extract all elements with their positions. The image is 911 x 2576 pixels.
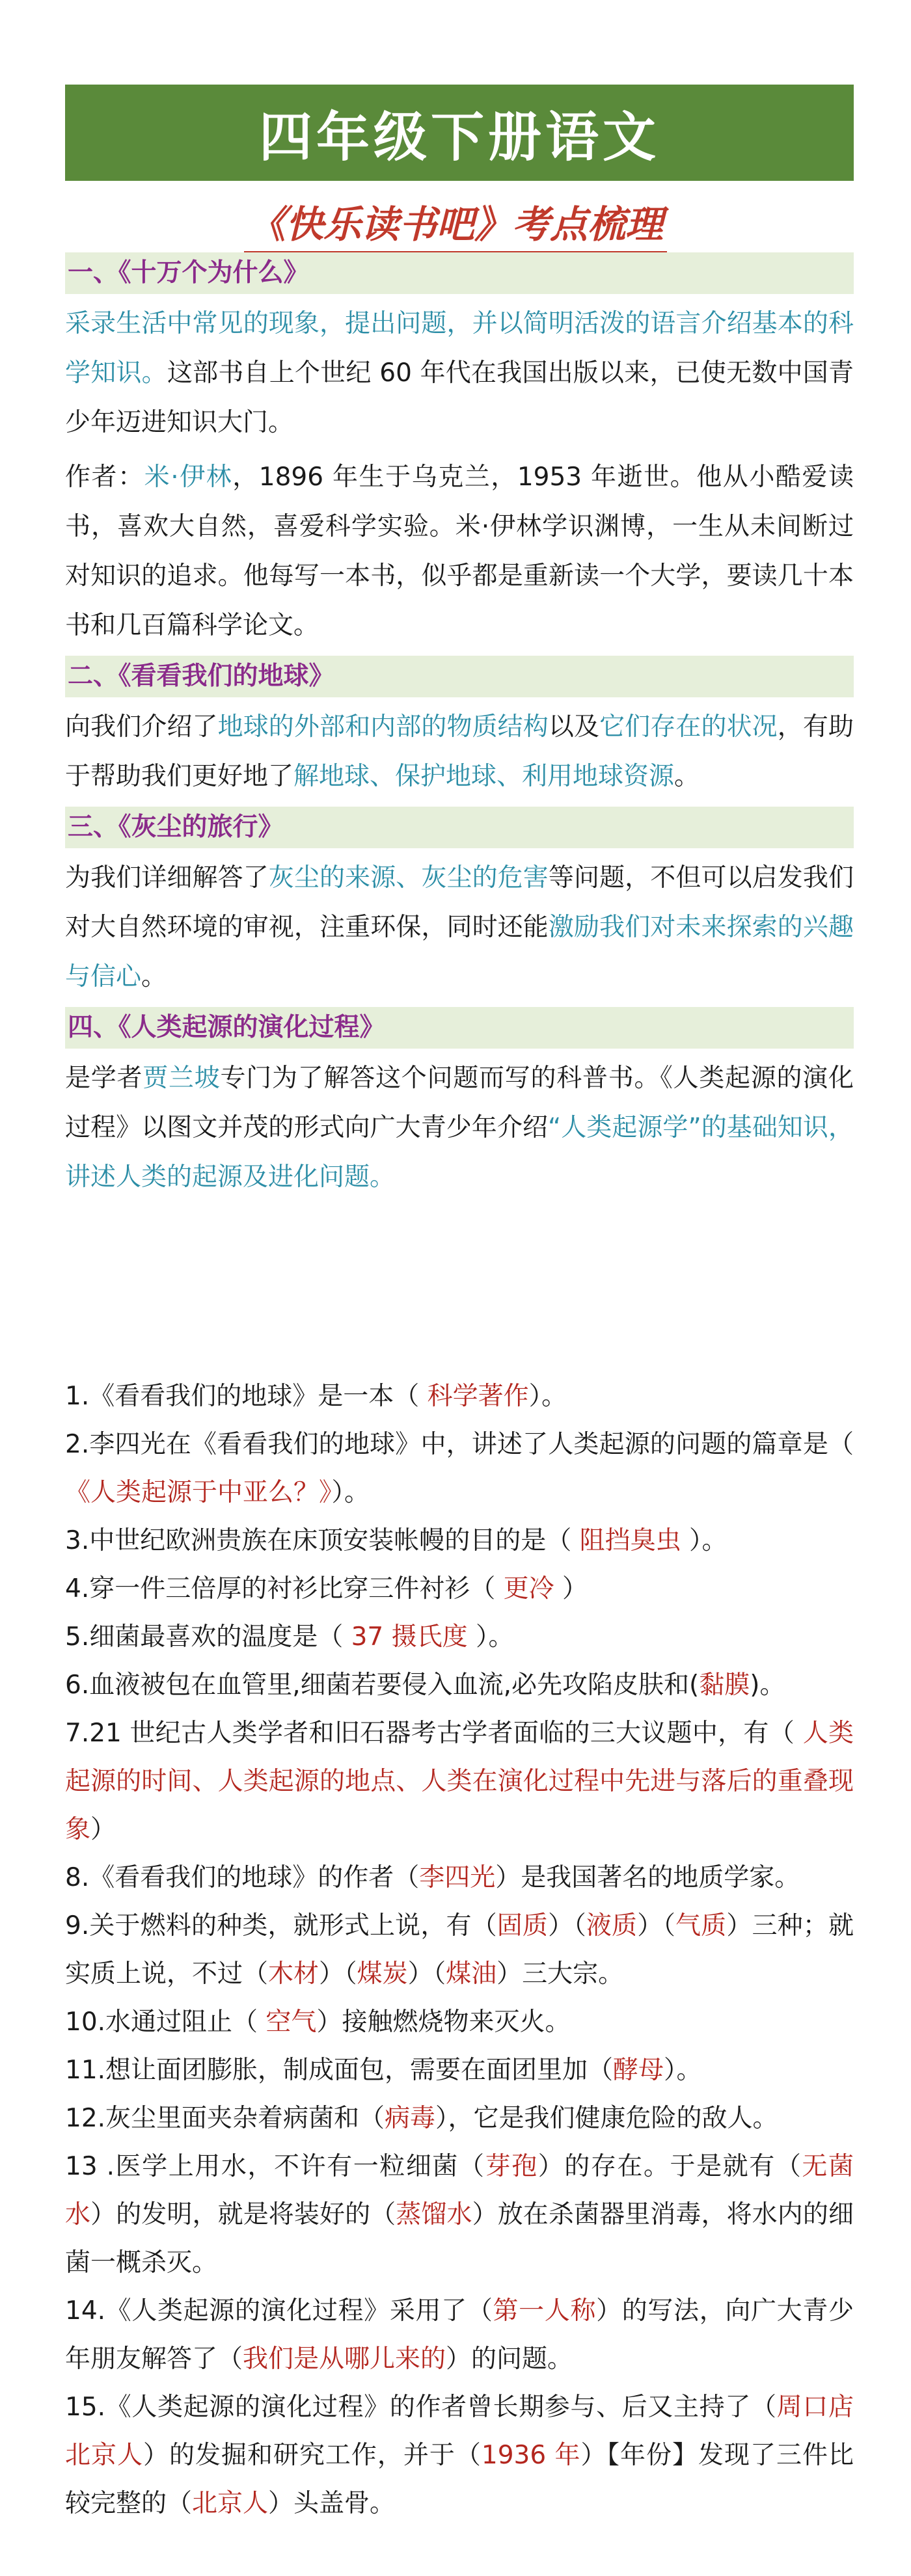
section-heading: 四、《人类起源的演化过程》	[65, 1007, 854, 1049]
question-item	[65, 1854, 854, 1902]
highlighted-phrase: 解地球、保护地球、利用地球资源	[293, 762, 675, 791]
text-run: 作者：	[65, 463, 144, 492]
answer-text: 病毒	[385, 2104, 436, 2133]
question-text: 2.李四光在《看看我们的地球》中，讲述了人类起源的问题的篇章是（	[65, 1430, 854, 1459]
answer-text: 气质	[675, 1911, 727, 1940]
question-text: ）（	[407, 1959, 446, 1989]
question-text: ）（	[319, 1959, 357, 1989]
question-item	[65, 2143, 854, 2287]
question-text: ）。	[528, 1382, 567, 1411]
question-text: 13 .医学上用水，不许有一粒细菌（	[65, 2152, 485, 2181]
question-text: ）是我国著名的地质学家。	[495, 1863, 800, 1892]
text-run: 等问题，不但可以启发我们对大自然环境的审视，注重环保，同时还能	[65, 863, 854, 942]
question-text: ）【年份】发现了三件比较完整的（	[65, 2441, 854, 2518]
question-text: ）	[90, 1815, 116, 1844]
subtitle-wrap	[0, 194, 911, 255]
answer-text: 液质	[586, 1911, 638, 1940]
answer-text: 黏膜	[699, 1670, 750, 1700]
text-run: 专门为了解答这个问题而写的科普书。《人类起源的演化过程》以图文并茂的形式向广大青少年介绍	[65, 1064, 854, 1142]
answer-text: 《人类起源于中亚么？》	[65, 1478, 332, 1507]
question-item	[65, 2046, 854, 2095]
question-item	[65, 1373, 854, 1421]
question-text: ）。	[331, 1478, 370, 1507]
answer-text: 37 摄氏度	[351, 1622, 468, 1652]
answer-text: 酵母	[613, 2056, 664, 2085]
question-text: ）的发掘和研究工作，并于（	[143, 2441, 482, 2470]
text-run: 以及	[548, 712, 600, 742]
highlighted-phrase: 地球的外部和内部的物质结构	[217, 712, 549, 742]
question-text: 9.关于燃料的种类，就形式上说，有（	[65, 1911, 497, 1940]
question-text: ）的存在。于是就有（	[537, 2152, 802, 2181]
answer-text: 煤炭	[357, 1959, 408, 1989]
answer-text: 第一人称	[493, 2296, 597, 2326]
answer-text: 北京人	[192, 2489, 269, 2518]
page-title: 四年级下册语文	[65, 85, 854, 181]
question-text: 10.水通过阻止（	[65, 2007, 266, 2037]
question-text: ）三种；就实质上说，不过（	[65, 1911, 854, 1989]
question-text: 8.《看看我们的地球》的作者（	[65, 1863, 420, 1892]
answer-text: 空气	[265, 2007, 317, 2037]
question-item	[65, 1613, 854, 1661]
question-text: 4.穿一件三倍厚的衬衫比穿三件衬衫（	[65, 1574, 504, 1603]
text-run: 为我们详细解答了	[65, 863, 269, 892]
question-text: ）的发明，就是将装好的（	[90, 2200, 396, 2229]
text-run: ，1896 年生于乌克兰，1953 年逝世。他从小酷爱读书，喜欢大自然，喜爱科学实验。米·伊林学识渊博，一生从未间断过对知识的追求。他每写一本书，似乎都是重新读一个大学，要读几十本书和几百篇科学论文。	[65, 463, 854, 640]
question-text: ）的问题。	[446, 2344, 573, 2374]
highlighted-phrase: 采录生活中常见的现象，提出问题，并以简明活泼的语言介绍基本的科学知识。	[65, 309, 854, 388]
question-text: 14.《人类起源的演化过程》采用了（	[65, 2296, 493, 2326]
question-text: 5.细菌最喜欢的温度是（	[65, 1622, 351, 1652]
question-item	[65, 2287, 854, 2383]
question-text: 15.《人类起源的演化过程》的作者曾长期参与、后又主持了（	[65, 2393, 777, 2422]
text-run: 这部书自上个世纪 60 年代在我国出版以来，已使无数中国青少年迈进知识大门。	[65, 358, 854, 437]
question-text: ）接触燃烧物来灭火。	[316, 2007, 571, 2037]
question-text: 1.《看看我们的地球》是一本（	[65, 1382, 428, 1411]
question-text: ）（	[637, 1911, 676, 1940]
answer-text: 我们是从哪儿来的	[243, 2344, 446, 2374]
question-item	[65, 1565, 854, 1613]
answer-text: 木材	[268, 1959, 320, 1989]
question-item	[65, 1902, 854, 1998]
answer-text: 阻挡臭虫	[579, 1526, 681, 1555]
question-item	[65, 1661, 854, 1710]
text-run: 。	[141, 962, 167, 991]
section-paragraph	[65, 1054, 854, 1202]
question-text: ）	[554, 1574, 588, 1603]
answer-text: 蒸馏水	[396, 2200, 472, 2229]
text-run: 向我们介绍了	[65, 712, 218, 742]
answer-text: 周口店北京人	[65, 2393, 854, 2470]
question-item	[65, 1998, 854, 2046]
answer-text: 煤油	[446, 1959, 497, 1989]
question-text: 6.血液被包在血管里,细菌若要侵入血流,必先攻陷皮肤和(	[65, 1670, 700, 1700]
text-run: 是学者	[65, 1064, 143, 1093]
question-list	[65, 1373, 854, 2528]
subtitle: 《快乐读书吧》考点梳理	[244, 194, 667, 255]
question-item	[65, 1421, 854, 1517]
section-paragraph	[65, 299, 854, 448]
section-paragraph	[65, 703, 854, 801]
section-paragraph	[65, 853, 854, 1002]
question-text: ）。	[467, 1622, 514, 1652]
question-text: ），它是我们健康危险的敌人。	[435, 2104, 778, 2133]
section-heading: 一、《十万个为什么》	[65, 252, 854, 294]
question-text: ）。	[681, 1526, 727, 1555]
question-text: ）头盖骨。	[268, 2489, 396, 2518]
section-heading: 三、《灰尘的旅行》	[65, 807, 854, 848]
question-text: )。	[750, 1670, 785, 1700]
question-text: ）。	[664, 2056, 702, 2085]
summary-sections	[65, 252, 854, 1207]
question-text: ）的写法，向广大青少年朋友解答了（	[65, 2296, 854, 2374]
answer-text: 更冷	[503, 1574, 554, 1603]
question-item	[65, 1517, 854, 1565]
highlighted-phrase: 灰尘的来源、灰尘的危害	[268, 863, 549, 892]
question-text: 7.21 世纪古人类学者和旧石器考古学者面临的三大议题中，有（	[65, 1719, 803, 1748]
answer-text: 李四光	[419, 1863, 496, 1892]
answer-text: 1936 年	[481, 2441, 581, 2470]
question-item	[65, 2095, 854, 2143]
answer-text: 人类起源的时间、人类起源的地点、人类在演化过程中先进与落后的重叠现象	[65, 1719, 854, 1844]
question-item	[65, 1710, 854, 1854]
question-text: ）放在杀菌器里消毒，将水内的细菌一概杀灭。	[65, 2200, 854, 2277]
question-text: 11.想让面团膨胀，制成面包，需要在面团里加（	[65, 2056, 614, 2085]
highlighted-phrase: 激励我们对未来探索的兴趣与信心	[65, 913, 854, 991]
question-text: 12.灰尘里面夹杂着病菌和（	[65, 2104, 385, 2133]
highlighted-phrase: 贾兰坡	[143, 1064, 221, 1093]
highlighted-phrase: 它们存在的状况	[599, 712, 778, 742]
highlighted-phrase: 米·伊林	[144, 463, 233, 492]
section-paragraph	[65, 453, 854, 651]
question-text: 3.中世纪欧洲贵族在床顶安装帐幔的目的是（	[65, 1526, 580, 1555]
answer-text: 固质	[496, 1911, 549, 1940]
question-text: ）三大宗。	[496, 1959, 624, 1989]
text-run: 。	[674, 762, 700, 791]
answer-text: 科学著作	[427, 1382, 529, 1411]
text-run: ，有助于帮助我们更好地了	[65, 712, 854, 791]
answer-text: 无菌水	[65, 2152, 854, 2229]
highlighted-phrase: “人类起源学”的基础知识，讲述人类的起源及进化问题。	[65, 1113, 854, 1192]
section-heading: 二、《看看我们的地球》	[65, 656, 854, 697]
answer-text: 芽孢	[485, 2152, 538, 2181]
question-item	[65, 2383, 854, 2528]
question-text: ）（	[548, 1911, 586, 1940]
